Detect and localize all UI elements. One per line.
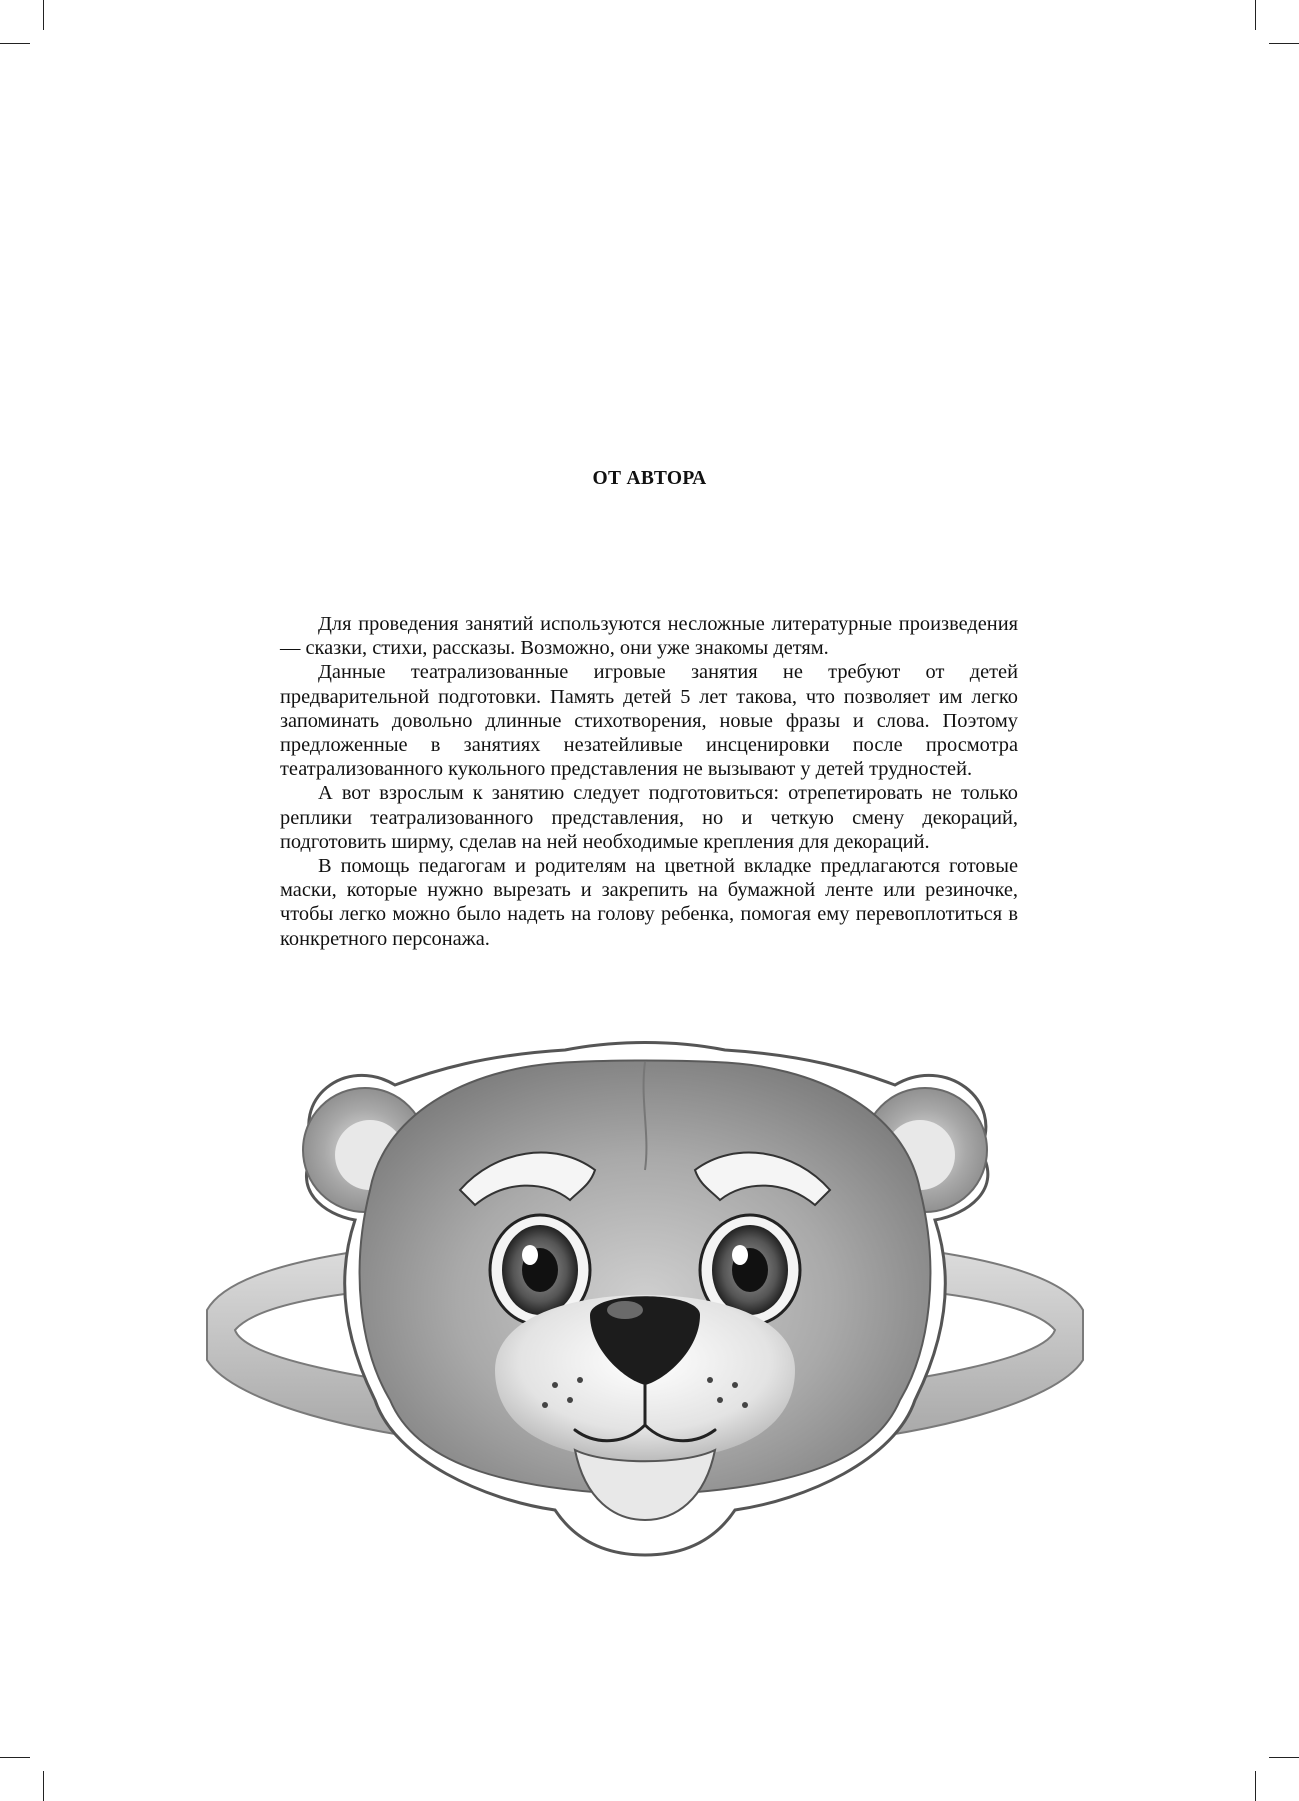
- crop-mark-top-left-h: [0, 43, 30, 44]
- crop-mark-bottom-right-h: [1269, 1757, 1299, 1758]
- paragraph: Для проведения занятий используются несложные литературные произведения — сказки, стихи, рассказы. Возможно, они уже знакомы детям.: [280, 613, 1018, 660]
- crop-mark-top-left-v: [43, 0, 44, 30]
- crop-mark-top-right-h: [1269, 43, 1299, 44]
- paragraph: В помощь педагогам и родителям на цветной вкладке предлагаются готовые маски, которые нужно вырезать и закрепить на бумажной ленте или резиночке, чтобы легко можно было надеть на голову ребенка, помогая ему перевоплотиться в конкретного персонажа.: [280, 855, 1018, 950]
- crop-mark-bottom-right-v: [1255, 1771, 1256, 1801]
- bear-mask-illustration: [195, 1040, 1095, 1600]
- paragraph: Данные театрализованные игровые занятия не требуют от детей предварительной подготовки. Память детей 5 лет такова, что позволяет им легко запоминать довольно длинные стихотворения, новые фразы и слова. Поэтому предложенные в занятиях незатейливые инсценировки после просмотра театрализованного кукольного представления не вызывают у детей трудностей.: [280, 661, 1018, 781]
- crop-mark-bottom-left-h: [0, 1757, 30, 1758]
- page-title: ОТ АВТОРА: [592, 468, 707, 489]
- body-text: [280, 612, 1018, 951]
- bear-mask-icon: [195, 1040, 1095, 1600]
- crop-mark-top-right-v: [1255, 0, 1256, 30]
- paragraph: А вот взрослым к занятию следует подготовиться: отрепетировать не только реплики театрализованного представления, но и четкую смену декораций, подготовить ширму, сделав на ней необходимые крепления для декораций.: [280, 782, 1018, 853]
- crop-mark-bottom-left-v: [43, 1771, 44, 1801]
